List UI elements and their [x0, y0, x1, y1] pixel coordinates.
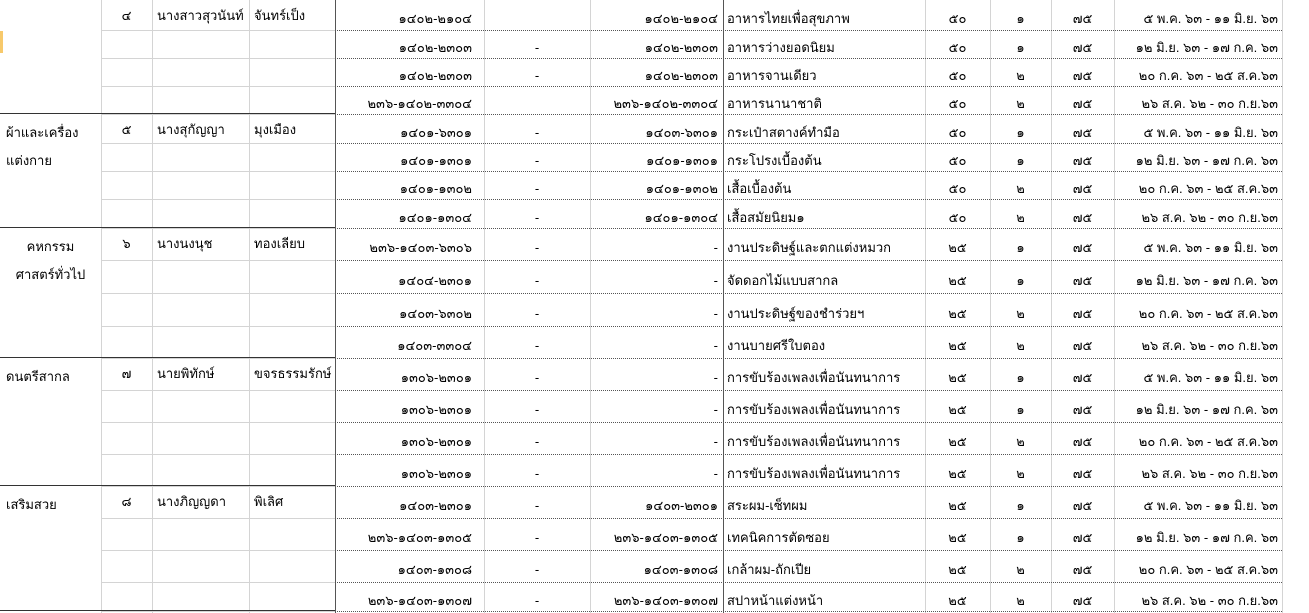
- cell-fee[interactable]: ๕๐: [948, 68, 967, 83]
- teacher-name[interactable]: นายพิทักษ์: [157, 366, 215, 381]
- teacher-surname[interactable]: พิเลิศ: [254, 494, 284, 509]
- teacher-surname[interactable]: ขจรธรรมรักษ์: [254, 366, 332, 381]
- cell-period[interactable]: ๒๖ ส.ค. ๖๒ - ๓๐ ก.ย.๖๓: [1141, 96, 1278, 111]
- cell-credit[interactable]: ๒: [1016, 68, 1025, 83]
- cell-fee[interactable]: ๒๕: [948, 338, 967, 353]
- cell-credit[interactable]: ๑: [1016, 153, 1025, 168]
- cell-dash[interactable]: -: [534, 402, 540, 417]
- category-label[interactable]: ผ้าและเครื่อง: [6, 125, 79, 140]
- cell-code2[interactable]: ๑๔๐๓-๖๓๐๑: [645, 125, 718, 140]
- cell-credit[interactable]: ๑: [1016, 530, 1025, 545]
- cell-code[interactable]: ๑๔๐๒-๒๓๐๓: [398, 68, 472, 83]
- cell-credit[interactable]: ๑: [1016, 402, 1025, 417]
- row-gridline: [335, 143, 1282, 144]
- teacher-surname[interactable]: ทองเลียบ: [254, 236, 306, 251]
- cell-hours[interactable]: ๗๕: [1072, 273, 1093, 288]
- cell-fee[interactable]: ๕๐: [948, 210, 967, 225]
- cell-hours[interactable]: ๗๕: [1072, 402, 1093, 417]
- row-gridline: [101, 58, 335, 59]
- cell-period[interactable]: ๒๐ ก.ค. ๖๓ - ๒๕ ส.ค.๖๓: [1138, 562, 1278, 577]
- teacher-surname[interactable]: มุงเมือง: [254, 122, 297, 137]
- cell-period[interactable]: ๑๒ มิ.ย. ๖๓ - ๑๗ ก.ค. ๖๓: [1135, 153, 1278, 168]
- cell-code2[interactable]: ๑๔๐๑-๑๓๐๔: [644, 210, 718, 225]
- cell-code2[interactable]: ๑๔๐๒-๒๓๐๓: [644, 40, 718, 55]
- cell-period[interactable]: ๑๒ มิ.ย. ๖๓ - ๑๗ ก.ค. ๖๓: [1135, 40, 1278, 55]
- teacher-number[interactable]: ๘: [121, 494, 132, 509]
- cell-dash[interactable]: -: [534, 181, 540, 196]
- row-gridline: [335, 58, 1282, 59]
- row-gridline: [335, 611, 1282, 612]
- row-gridline: [101, 171, 335, 172]
- cell-credit[interactable]: ๑: [1016, 40, 1025, 55]
- cell-course[interactable]: เทคนิคการตัดซอย: [727, 530, 830, 545]
- cell-credit[interactable]: ๒: [1016, 434, 1025, 449]
- cell-course[interactable]: กระโปรงเบื้องต้น: [727, 153, 822, 168]
- cell-hours[interactable]: ๗๕: [1072, 210, 1093, 225]
- cell-code[interactable]: ๑๔๐๑-๑๓๐๑: [400, 153, 472, 168]
- cell-hours[interactable]: ๗๕: [1072, 370, 1093, 385]
- category-label[interactable]: แต่งกาย: [6, 153, 52, 168]
- cell-period[interactable]: ๒๖ ส.ค. ๖๒ - ๓๐ ก.ย.๖๓: [1141, 466, 1278, 481]
- cell-course[interactable]: การขับร้องเพลงเพื่อนันทนาการ: [727, 434, 901, 449]
- column-gridline: [249, 0, 250, 613]
- cell-code2[interactable]: -: [713, 402, 718, 417]
- cell-credit[interactable]: ๒: [1016, 562, 1025, 577]
- cell-code[interactable]: ๑๔๐๓-๒๓๐๑: [399, 498, 472, 513]
- cell-code[interactable]: ๑๔๐๓-๑๓๐๘: [397, 562, 472, 577]
- cell-period[interactable]: ๒๐ ก.ค. ๖๓ - ๒๕ ส.ค.๖๓: [1138, 68, 1278, 83]
- row-gridline: [335, 518, 1282, 519]
- row-gridline: [335, 114, 1282, 115]
- cell-fee[interactable]: ๕๐: [948, 11, 967, 26]
- cell-code[interactable]: ๑๔๐๓-๓๓๐๔: [397, 338, 472, 353]
- cell-period[interactable]: ๕ พ.ค. ๖๓ - ๑๑ มิ.ย. ๖๓: [1143, 11, 1278, 26]
- cell-period[interactable]: ๒๐ ก.ค. ๖๓ - ๒๕ ส.ค.๖๓: [1138, 181, 1278, 196]
- cell-course[interactable]: การขับร้องเพลงเพื่อนันทนาการ: [727, 402, 901, 417]
- cell-fee[interactable]: ๒๕: [948, 306, 967, 321]
- cell-credit[interactable]: ๒: [1016, 306, 1025, 321]
- teacher-number[interactable]: ๕: [121, 122, 132, 137]
- cell-code2[interactable]: -: [713, 466, 718, 481]
- cell-code2[interactable]: ๑๔๐๒-๒๓๐๓: [644, 68, 718, 83]
- cell-code[interactable]: ๑๔๐๒-๒๑๐๔: [398, 11, 472, 26]
- cell-code2[interactable]: -: [713, 338, 718, 353]
- cell-course[interactable]: กระเป๋าสตางค์ทำมือ: [727, 125, 840, 140]
- cell-period[interactable]: ๑๒ มิ.ย. ๖๓ - ๑๗ ก.ค. ๖๓: [1135, 273, 1278, 288]
- cell-fee[interactable]: ๕๐: [948, 181, 967, 196]
- cell-course[interactable]: เสื้อเบื้องต้น: [727, 181, 792, 196]
- cell-code[interactable]: ๑๓๐๖-๒๓๐๑: [400, 466, 472, 481]
- cell-fee[interactable]: ๒๕: [948, 466, 967, 481]
- cell-dash[interactable]: -: [534, 153, 540, 168]
- cell-dash[interactable]: -: [534, 593, 540, 608]
- cell-fee[interactable]: ๒๕: [948, 593, 967, 608]
- row-gridline: [335, 171, 1282, 172]
- cell-code2[interactable]: ๒๓๖-๑๔๐๓-๑๓๐๕: [613, 530, 718, 545]
- cell-code2[interactable]: -: [713, 306, 718, 321]
- active-row-marker: [0, 31, 3, 53]
- cell-fee[interactable]: ๒๕: [948, 530, 967, 545]
- category-label[interactable]: เสริมสวย: [6, 497, 57, 512]
- row-gridline: [101, 422, 335, 423]
- cell-fee[interactable]: ๒๕: [948, 562, 967, 577]
- cell-dash[interactable]: -: [534, 40, 540, 55]
- cell-dash[interactable]: -: [534, 370, 540, 385]
- teacher-name[interactable]: นางนงนุช: [157, 236, 213, 251]
- cell-dash[interactable]: -: [534, 306, 540, 321]
- column-gridline: [1282, 0, 1283, 613]
- cell-course[interactable]: งานประดิษฐ์และตกแต่งหมวก: [727, 240, 892, 255]
- row-gridline: [101, 114, 335, 115]
- cell-code[interactable]: ๑๔๐๑-๖๓๐๑: [400, 125, 472, 140]
- cell-credit[interactable]: ๑: [1016, 370, 1025, 385]
- teacher-number[interactable]: ๗: [121, 366, 132, 381]
- cell-fee[interactable]: ๒๕: [948, 273, 967, 288]
- row-gridline: [101, 486, 335, 487]
- cell-code2[interactable]: -: [713, 370, 718, 385]
- cell-code[interactable]: ๒๓๖-๑๔๐๒-๓๓๐๔: [367, 96, 472, 111]
- cell-hours[interactable]: ๗๕: [1072, 40, 1093, 55]
- cell-code2[interactable]: ๑๔๐๑-๑๓๐๒: [645, 181, 718, 196]
- cell-code2[interactable]: ๑๔๐๓-๑๓๐๘: [643, 562, 718, 577]
- row-gridline: [101, 550, 335, 551]
- cell-fee[interactable]: ๕๐: [948, 153, 967, 168]
- row-gridline: [101, 293, 335, 294]
- row-gridline: [0, 610, 335, 611]
- row-gridline: [335, 550, 1282, 551]
- cell-hours[interactable]: ๗๕: [1072, 434, 1093, 449]
- cell-code[interactable]: ๑๔๐๓-๖๓๐๒: [399, 306, 472, 321]
- row-gridline: [101, 518, 335, 519]
- cell-hours[interactable]: ๗๕: [1072, 593, 1093, 608]
- cell-dash[interactable]: -: [534, 466, 540, 481]
- cell-credit[interactable]: ๒: [1016, 466, 1025, 481]
- cell-dash[interactable]: -: [534, 562, 540, 577]
- cell-fee[interactable]: ๒๕: [948, 434, 967, 449]
- cell-course[interactable]: การขับร้องเพลงเพื่อนันทนาการ: [727, 466, 901, 481]
- row-gridline: [101, 86, 335, 87]
- row-gridline: [335, 326, 1282, 327]
- cell-dash[interactable]: -: [534, 68, 540, 83]
- cell-period[interactable]: ๕ พ.ค. ๖๓ - ๑๑ มิ.ย. ๖๓: [1143, 370, 1278, 385]
- cell-course[interactable]: อาหารว่างยอดนิยม: [727, 40, 835, 55]
- cell-code2[interactable]: ๒๓๖-๑๔๐๒-๓๓๐๔: [613, 96, 718, 111]
- cell-dash[interactable]: -: [534, 273, 540, 288]
- cell-hours[interactable]: ๗๕: [1072, 11, 1093, 26]
- cell-dash[interactable]: [484, 11, 590, 27]
- row-gridline: [335, 582, 1282, 583]
- row-gridline: [101, 582, 335, 583]
- cell-fee[interactable]: ๕๐: [948, 40, 967, 55]
- teacher-name[interactable]: นางภิญญดา: [157, 494, 226, 509]
- cell-period[interactable]: ๕ พ.ค. ๖๓ - ๑๑ มิ.ย. ๖๓: [1143, 240, 1278, 255]
- cell-dash[interactable]: -: [534, 240, 540, 255]
- column-gridline: [335, 0, 336, 613]
- cell-hours[interactable]: ๗๕: [1072, 96, 1093, 111]
- cell-dash[interactable]: -: [534, 434, 540, 449]
- cell-code[interactable]: ๒๓๖-๑๔๐๓-๑๓๐๗: [367, 593, 472, 608]
- cell-code[interactable]: ๑๔๐๔-๒๓๐๑: [398, 273, 472, 288]
- row-gridline: [335, 454, 1282, 455]
- column-gridline: [152, 0, 153, 613]
- cell-hours[interactable]: ๗๕: [1072, 125, 1093, 140]
- cell-code[interactable]: ๑๓๐๖-๒๓๐๑: [400, 370, 472, 385]
- cell-credit[interactable]: ๒: [1016, 593, 1025, 608]
- cell-course[interactable]: สระผม-เซ็ทผม: [727, 498, 808, 513]
- row-gridline: [0, 357, 335, 358]
- row-gridline: [335, 260, 1282, 261]
- cell-hours[interactable]: ๗๕: [1072, 181, 1093, 196]
- cell-course[interactable]: จัดดอกไม้แบบสากล: [727, 273, 839, 288]
- category-label[interactable]: ศาสตร์ทั่วไป: [15, 267, 86, 282]
- row-gridline: [335, 228, 1282, 229]
- cell-period[interactable]: ๒๖ ส.ค. ๖๒ - ๓๐ ก.ย.๖๓: [1141, 593, 1278, 608]
- cell-fee[interactable]: ๒๕: [948, 370, 967, 385]
- cell-code2[interactable]: ๒๓๖-๑๔๐๓-๑๓๐๗: [613, 593, 718, 608]
- cell-dash[interactable]: -: [534, 338, 540, 353]
- row-gridline: [0, 227, 335, 228]
- cell-code[interactable]: ๑๔๐๑-๑๓๐๒: [399, 181, 472, 196]
- cell-hours[interactable]: ๗๕: [1072, 240, 1093, 255]
- row-gridline: [0, 485, 335, 486]
- cell-hours[interactable]: ๗๕: [1072, 498, 1093, 513]
- cell-course[interactable]: เกล้าผม-ถักเปีย: [727, 562, 812, 577]
- cell-dash[interactable]: -: [534, 530, 540, 545]
- teacher-surname[interactable]: จันทร์เป็ง: [254, 8, 306, 23]
- cell-hours[interactable]: ๗๕: [1072, 306, 1093, 321]
- cell-fee[interactable]: ๒๕: [948, 240, 967, 255]
- cell-period[interactable]: ๒๐ ก.ค. ๖๓ - ๒๕ ส.ค.๖๓: [1138, 434, 1278, 449]
- cell-period[interactable]: ๕ พ.ค. ๖๓ - ๑๑ มิ.ย. ๖๓: [1143, 498, 1278, 513]
- cell-period[interactable]: ๑๒ มิ.ย. ๖๓ - ๑๗ ก.ค. ๖๓: [1135, 530, 1278, 545]
- cell-dash[interactable]: -: [534, 498, 540, 513]
- cell-dash[interactable]: -: [534, 125, 540, 140]
- teacher-name[interactable]: นางสาวสุวนันท์: [157, 8, 244, 23]
- cell-credit[interactable]: ๑: [1016, 11, 1025, 26]
- row-gridline: [335, 293, 1282, 294]
- cell-credit[interactable]: ๑: [1016, 273, 1025, 288]
- row-gridline: [101, 199, 335, 200]
- cell-hours[interactable]: ๗๕: [1072, 338, 1093, 353]
- row-gridline: [335, 390, 1282, 391]
- category-label[interactable]: คหกรรม: [26, 239, 75, 254]
- cell-credit[interactable]: ๑: [1016, 240, 1025, 255]
- row-gridline: [101, 358, 335, 359]
- row-gridline: [101, 260, 335, 261]
- cell-credit[interactable]: ๒: [1016, 210, 1025, 225]
- row-gridline: [101, 228, 335, 229]
- cell-hours[interactable]: ๗๕: [1072, 530, 1093, 545]
- cell-code[interactable]: ๑๓๐๖-๒๓๐๑: [400, 434, 472, 449]
- row-gridline: [335, 199, 1282, 200]
- row-gridline: [101, 143, 335, 144]
- cell-code2[interactable]: ๑๔๐๑-๑๓๐๑: [646, 153, 718, 168]
- category-label[interactable]: ดนตรีสากล: [6, 369, 70, 384]
- cell-course[interactable]: การขับร้องเพลงเพื่อนันทนาการ: [727, 370, 901, 385]
- cell-code2[interactable]: ๑๔๐๒-๒๑๐๔: [644, 11, 718, 26]
- cell-code2[interactable]: -: [713, 434, 718, 449]
- cell-credit[interactable]: ๑: [1016, 125, 1025, 140]
- cell-code2[interactable]: ๑๔๐๓-๒๓๐๑: [645, 498, 718, 513]
- cell-code[interactable]: ๑๔๐๒-๒๓๐๓: [398, 40, 472, 55]
- column-gridline: [101, 0, 102, 613]
- row-gridline: [101, 30, 335, 31]
- cell-period[interactable]: ๑๒ มิ.ย. ๖๓ - ๑๗ ก.ค. ๖๓: [1135, 402, 1278, 417]
- cell-code[interactable]: ๑๔๐๑-๑๓๐๔: [398, 210, 472, 225]
- cell-credit[interactable]: ๑: [1016, 498, 1025, 513]
- cell-course[interactable]: งานบายศรีใบตอง: [727, 338, 826, 353]
- cell-hours[interactable]: ๗๕: [1072, 153, 1093, 168]
- cell-course[interactable]: อาหารนานาชาติ: [727, 96, 822, 111]
- row-gridline: [101, 390, 335, 391]
- cell-course[interactable]: สปาหน้าแต่งหน้า: [727, 593, 824, 608]
- column-gridline: [723, 0, 724, 613]
- cell-period[interactable]: ๕ พ.ค. ๖๓ - ๑๑ มิ.ย. ๖๓: [1143, 125, 1278, 140]
- cell-fee[interactable]: ๕๐: [948, 96, 967, 111]
- cell-code2[interactable]: -: [713, 273, 718, 288]
- cell-hours[interactable]: ๗๕: [1072, 562, 1093, 577]
- cell-hours[interactable]: ๗๕: [1072, 68, 1093, 83]
- cell-period[interactable]: ๒๖ ส.ค. ๖๒ - ๓๐ ก.ย.๖๓: [1141, 210, 1278, 225]
- cell-code[interactable]: ๒๓๖-๑๔๐๓-๑๓๐๕: [367, 530, 472, 545]
- cell-code2[interactable]: -: [713, 240, 718, 255]
- cell-course[interactable]: เสื้อสมัยนิยม๑: [727, 210, 805, 225]
- row-gridline: [335, 422, 1282, 423]
- row-gridline: [101, 611, 335, 612]
- row-gridline: [335, 86, 1282, 87]
- teacher-number[interactable]: ๖: [122, 236, 131, 251]
- cell-credit[interactable]: ๒: [1016, 338, 1025, 353]
- cell-code[interactable]: ๒๓๖-๑๔๐๓-๖๓๐๖: [369, 240, 472, 255]
- cell-credit[interactable]: ๒: [1016, 96, 1025, 111]
- row-gridline: [335, 358, 1282, 359]
- cell-fee[interactable]: ๕๐: [948, 125, 967, 140]
- cell-dash[interactable]: -: [534, 210, 540, 225]
- cell-code[interactable]: ๑๓๐๖-๒๓๐๑: [400, 402, 472, 417]
- cell-course[interactable]: อาหารไทยเพื่อสุขภาพ: [727, 11, 850, 26]
- cell-period[interactable]: ๒๖ ส.ค. ๖๒ - ๓๐ ก.ย.๖๓: [1141, 338, 1278, 353]
- row-gridline: [101, 326, 335, 327]
- row-gridline: [101, 454, 335, 455]
- cell-course[interactable]: อาหารจานเดียว: [727, 68, 817, 83]
- teacher-name[interactable]: นางสุกัญญา: [157, 122, 225, 137]
- cell-fee[interactable]: ๒๕: [948, 402, 967, 417]
- cell-hours[interactable]: ๗๕: [1072, 466, 1093, 481]
- column-gridline: [1114, 0, 1115, 613]
- teacher-number[interactable]: ๔: [121, 8, 132, 23]
- cell-course[interactable]: งานประดิษฐ์ของชำร่วยฯ: [727, 306, 865, 321]
- row-gridline: [0, 113, 335, 114]
- cell-credit[interactable]: ๒: [1016, 181, 1025, 196]
- cell-period[interactable]: ๒๐ ก.ค. ๖๓ - ๒๕ ส.ค.๖๓: [1138, 306, 1278, 321]
- row-gridline: [335, 30, 1282, 31]
- row-gridline: [335, 486, 1282, 487]
- cell-dash[interactable]: [484, 96, 590, 112]
- cell-fee[interactable]: ๒๕: [948, 498, 967, 513]
